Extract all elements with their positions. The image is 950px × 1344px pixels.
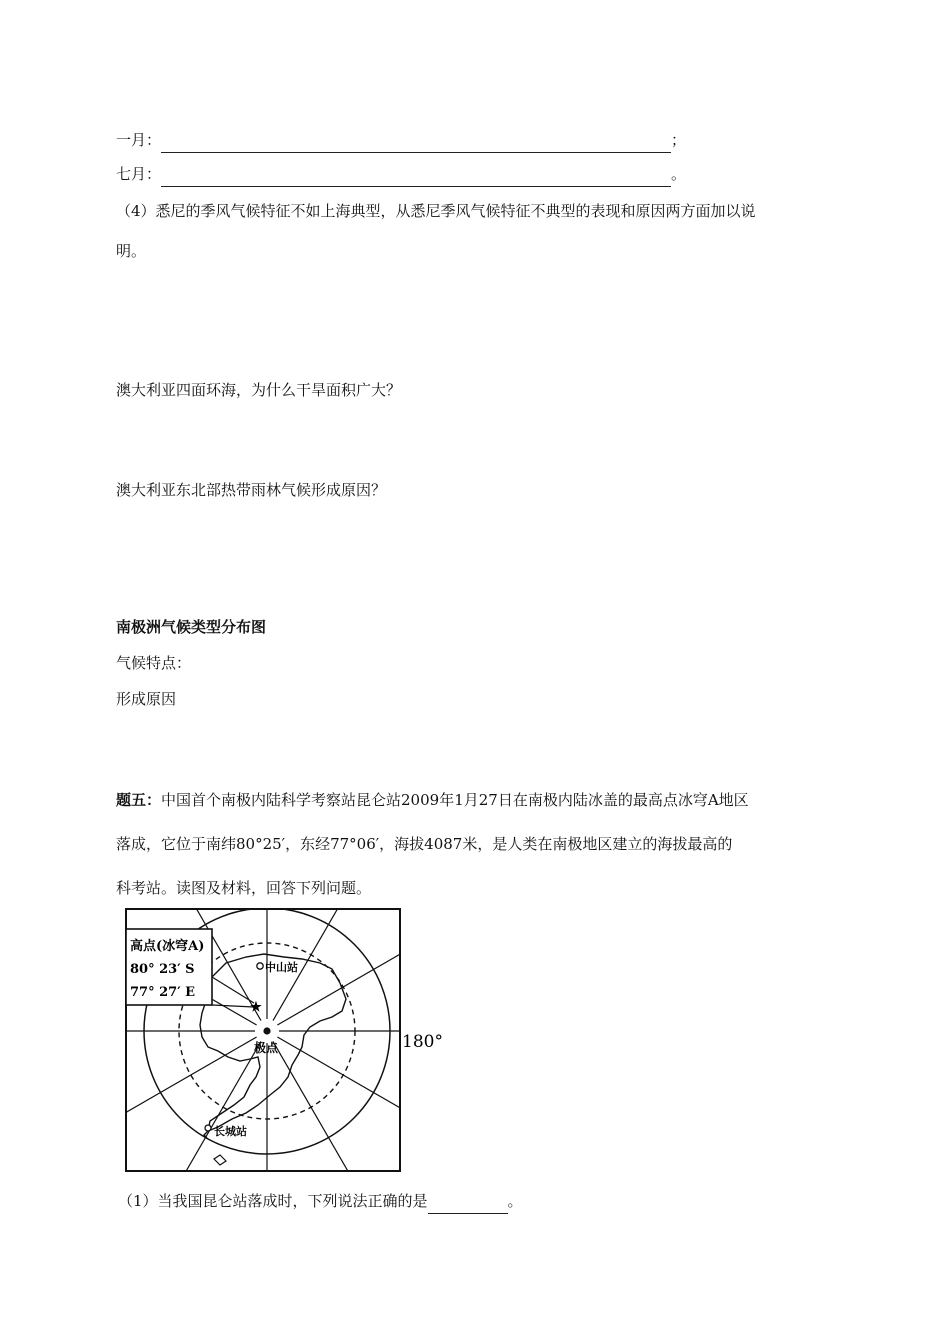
question-australia-drought: 澳大利亚四面环海，为什么干旱面积广大？: [116, 381, 402, 399]
zhongshan-station-label: 中山站: [265, 961, 298, 974]
changcheng-station-marker: [205, 1125, 211, 1131]
question-australia-rainforest: 澳大利亚东北部热带雨林气候形成原因？: [116, 481, 387, 499]
problem5-label: 题五：: [116, 791, 162, 809]
problem5-line2: 落成，它位于南纬80°25′，东经77°06′，海拔4087米，是人类在南极地区建立的海拔最高的: [116, 835, 733, 853]
q1-line: [118, 1190, 523, 1214]
meridian-180-label: 180°: [402, 1032, 443, 1052]
q4-line1: （4）悉尼的季风气候特征不如上海典型，从悉尼季风气候特征不典型的表现和原因两方面加以说: [116, 202, 756, 220]
q1-answer-blank[interactable]: [428, 1195, 508, 1214]
problem5-line3: 科考站。读图及材料，回答下列问题。: [116, 879, 372, 897]
q1-end-punct: 。: [507, 1192, 523, 1210]
january-line: [116, 129, 686, 153]
kunlun-star-icon: ★: [250, 1000, 262, 1015]
formation-cause-label: 形成原因: [116, 690, 177, 708]
changcheng-station-label: 长城站: [214, 1125, 247, 1138]
high-point-lat: 80° 23′ S: [130, 962, 195, 977]
july-answer-blank[interactable]: [161, 168, 671, 187]
zhongshan-station-marker: [257, 963, 263, 969]
january-answer-blank[interactable]: [161, 134, 671, 153]
january-end-punct: ；: [671, 131, 687, 149]
problem5-line1: 中国首个南极内陆科学考察站昆仑站2009年1月27日在南极内陆冰盖的最高点冰穹A地区: [161, 791, 749, 809]
climate-features-label: 气候特点：: [116, 654, 192, 672]
south-pole-marker: [263, 1027, 270, 1034]
july-line: [116, 163, 686, 187]
antarctica-heading: 南极洲气候类型分布图: [116, 618, 267, 636]
antarctica-map: [124, 907, 454, 1175]
q1-text: （1）当我国昆仑站落成时，下列说法正确的是: [118, 1192, 428, 1210]
january-label: 一月：: [116, 131, 162, 149]
problem5-text: [116, 778, 840, 910]
high-point-lon: 77° 27′ E: [130, 985, 196, 1000]
south-pole-label: 极点: [254, 1041, 279, 1055]
july-label: 七月：: [116, 165, 162, 183]
q4-line2: 明。: [116, 242, 147, 260]
july-end-punct: 。: [671, 165, 687, 183]
high-point-title: 高点(冰穹A): [130, 939, 205, 954]
